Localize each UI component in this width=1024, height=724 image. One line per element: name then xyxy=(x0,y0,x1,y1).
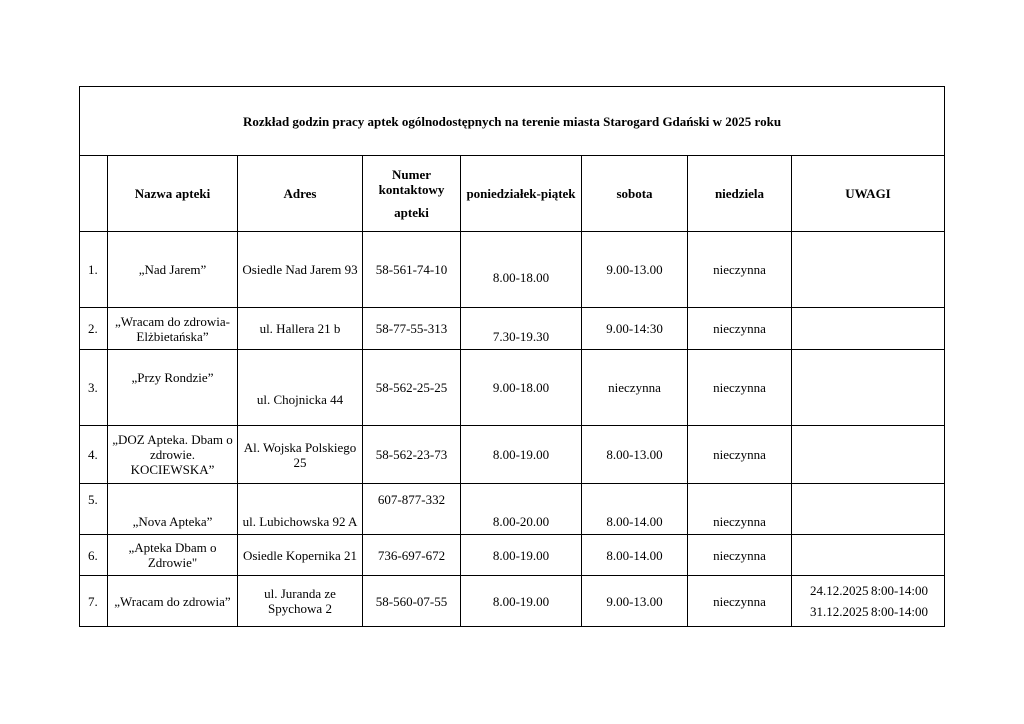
sunday-hours: nieczynna xyxy=(688,350,792,426)
table-row xyxy=(80,350,945,426)
header-weekdays: poniedziałek-piątek xyxy=(461,156,582,232)
weekday-hours: 8.00-19.00 xyxy=(461,576,582,627)
note-date: 31.12.2025 xyxy=(810,604,869,619)
pharmacy-address: Osiedle Nad Jarem 93 xyxy=(238,232,363,308)
table-row xyxy=(80,576,945,627)
pharmacy-phone: 58-562-25-25 xyxy=(363,350,461,426)
pharmacy-name: „Przy Rondzie” xyxy=(108,350,238,426)
pharmacy-name: „Wracam do zdrowia” xyxy=(108,576,238,627)
pharmacy-phone: 58-560-07-55 xyxy=(363,576,461,627)
header-phone: Numer kontaktowy apteki xyxy=(363,156,461,232)
notes-cell xyxy=(792,232,945,308)
saturday-hours: 8.00-13.00 xyxy=(582,426,688,484)
saturday-hours: 8.00-14.00 xyxy=(582,484,688,535)
row-number: 4. xyxy=(80,426,108,484)
notes-cell xyxy=(792,350,945,426)
header-notes: UWAGI xyxy=(792,156,945,232)
header-row xyxy=(80,156,945,232)
pharmacy-address: ul. Lubichowska 92 A xyxy=(238,484,363,535)
pharmacy-phone: 58-562-23-73 xyxy=(363,426,461,484)
saturday-hours: 8.00-14.00 xyxy=(582,535,688,576)
note-date: 24.12.2025 xyxy=(810,583,869,598)
sunday-hours: nieczynna xyxy=(688,308,792,350)
weekday-hours: 8.00-19.00 xyxy=(461,426,582,484)
note-hours: 8:00-14:00 xyxy=(870,583,928,598)
note-line xyxy=(792,580,944,601)
pharmacy-phone: 607-877-332 xyxy=(363,484,461,535)
notes-cell xyxy=(792,576,945,627)
pharmacy-name: „Wracam do zdrowia-Elżbietańska” xyxy=(108,308,238,350)
header-address: Adres xyxy=(238,156,363,232)
pharmacy-name: „Apteka Dbam o Zdrowie" xyxy=(108,535,238,576)
header-number xyxy=(80,156,108,232)
pharmacy-schedule-table xyxy=(79,86,945,627)
pharmacy-phone: 736-697-672 xyxy=(363,535,461,576)
saturday-hours: 9.00-14:30 xyxy=(582,308,688,350)
pharmacy-phone: 58-77-55-313 xyxy=(363,308,461,350)
saturday-hours: 9.00-13.00 xyxy=(582,576,688,627)
row-number: 5. xyxy=(80,484,108,535)
row-number: 7. xyxy=(80,576,108,627)
pharmacy-name: „Nova Apteka” xyxy=(108,484,238,535)
weekday-hours: 8.00-20.00 xyxy=(461,484,582,535)
pharmacy-phone: 58-561-74-10 xyxy=(363,232,461,308)
header-saturday: sobota xyxy=(582,156,688,232)
note-hours: 8:00-14:00 xyxy=(870,604,928,619)
notes-cell xyxy=(792,535,945,576)
pharmacy-address: ul. Chojnicka 44 xyxy=(238,350,363,426)
sunday-hours: nieczynna xyxy=(688,232,792,308)
header-sunday: niedziela xyxy=(688,156,792,232)
table-row xyxy=(80,426,945,484)
weekday-hours: 8.00-18.00 xyxy=(461,232,582,308)
header-name: Nazwa apteki xyxy=(108,156,238,232)
row-number: 1. xyxy=(80,232,108,308)
sunday-hours: nieczynna xyxy=(688,535,792,576)
table-row xyxy=(80,308,945,350)
row-number: 3. xyxy=(80,350,108,426)
pharmacy-address: Al. Wojska Polskiego 25 xyxy=(238,426,363,484)
row-number: 6. xyxy=(80,535,108,576)
sunday-hours: nieczynna xyxy=(688,576,792,627)
note-line xyxy=(792,601,944,622)
pharmacy-name: „DOZ Apteka. Dbam o zdrowie. KOCIEWSKA” xyxy=(108,426,238,484)
pharmacy-name: „Nad Jarem” xyxy=(108,232,238,308)
table-row xyxy=(80,232,945,308)
weekday-hours: 7.30-19.30 xyxy=(461,308,582,350)
saturday-hours: 9.00-13.00 xyxy=(582,232,688,308)
notes-cell xyxy=(792,308,945,350)
weekday-hours: 8.00-19.00 xyxy=(461,535,582,576)
weekday-hours: 9.00-18.00 xyxy=(461,350,582,426)
saturday-hours: nieczynna xyxy=(582,350,688,426)
notes-cell xyxy=(792,426,945,484)
sunday-hours: nieczynna xyxy=(688,484,792,535)
table-row xyxy=(80,484,945,535)
table-title: Rozkład godzin pracy aptek ogólnodostępnych na terenie miasta Starogard Gdański w 2025 roku xyxy=(80,87,945,156)
pharmacy-address: Osiedle Kopernika 21 xyxy=(238,535,363,576)
pharmacy-address: ul. Juranda ze Spychowa 2 xyxy=(238,576,363,627)
row-number: 2. xyxy=(80,308,108,350)
table-row xyxy=(80,535,945,576)
pharmacy-address: ul. Hallera 21 b xyxy=(238,308,363,350)
sunday-hours: nieczynna xyxy=(688,426,792,484)
notes-cell xyxy=(792,484,945,535)
